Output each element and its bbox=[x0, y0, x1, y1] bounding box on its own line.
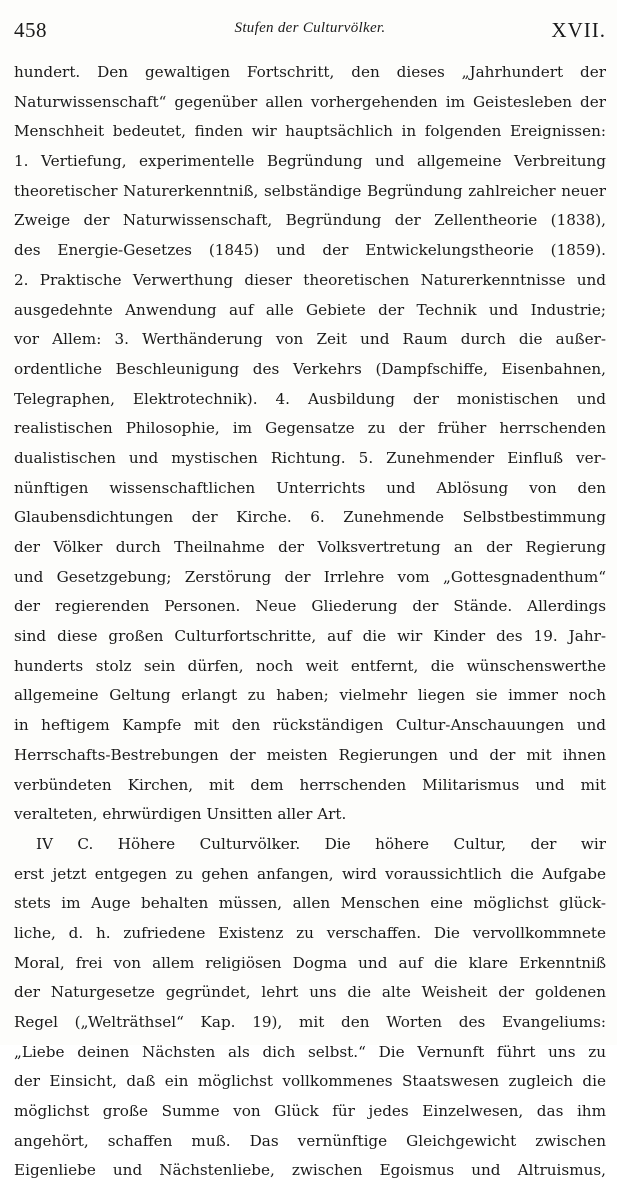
text-line: möglichst große Summe von Glück für jedes Einzelwesen, das ihm bbox=[14, 1102, 606, 1121]
text-line: dualistischen und mystischen Richtung. 5. Zunehmender Einfluß ver- bbox=[14, 448, 606, 467]
running-title: Stufen der Culturvölker. bbox=[234, 20, 386, 36]
section-heading-line: IV C. Höhere Culturvölker. Die höhere Cultur, der wir bbox=[36, 834, 606, 853]
text-line: sind diese großen Culturfortschritte, auf die wir Kinder des 19. Jahr- bbox=[14, 627, 606, 646]
text-line: liche, d. h. zufriedene Existenz zu verschaffen. Die vervollkommnete bbox=[14, 923, 606, 942]
text-line: der Einsicht, daß ein möglichst vollkommenes Staatswesen zugleich die bbox=[14, 1072, 606, 1091]
text-line: und Gesetzgebung; Zerstörung der Irrlehre vom „Gottesgnadenthum“ bbox=[14, 567, 606, 586]
text-line: ausgedehnte Anwendung auf alle Gebiete der Technik und Industrie; bbox=[14, 300, 606, 319]
text-line: 2. Praktische Verwerthung dieser theoretischen Naturerkenntnisse und bbox=[14, 270, 606, 289]
text-line: in heftigem Kampfe mit den rückständigen Cultur-Anschauungen und bbox=[14, 716, 606, 735]
text-line: allgemeine Geltung erlangt zu haben; vielmehr liegen sie immer noch bbox=[14, 686, 606, 705]
text-line: des Energie-Gesetzes (1845) und der Entwickelungstheorie (1859). bbox=[14, 241, 606, 260]
text-line: Naturwissenschaft“ gegenüber allen vorhergehenden im Geistesleben der bbox=[14, 92, 606, 111]
text-line: „Liebe deinen Nächsten als dich selbst.“ Die Vernunft führt uns zu bbox=[14, 1042, 606, 1061]
text-line: stets im Auge behalten müssen, allen Menschen eine möglichst glück- bbox=[14, 894, 606, 913]
text-line: der Völker durch Theilnahme der Volksvertretung an der Regierung bbox=[14, 538, 606, 556]
text-line: Telegraphen, Elektrotechnik). 4. Ausbildung der monistischen und bbox=[14, 389, 606, 408]
text-line: Menschheit bedeutet, finden wir hauptsächlich in folgenden Ereignissen: bbox=[14, 122, 606, 141]
text-line: der Naturgesetze gegründet, lehrt uns die alte Weisheit der goldenen bbox=[14, 983, 606, 1002]
text-line: Zweige der Naturwissenschaft, Begründung der Zellentheorie (1838), bbox=[14, 211, 606, 230]
text-line: verbündeten Kirchen, mit dem herrschenden Militarismus und mit bbox=[14, 775, 606, 794]
text-line: nünftigen wissenschaftlichen Unterrichts und Ablösung von den bbox=[14, 478, 606, 497]
text-line: Regel („Welträthsel“ Kap. 19), mit den Worten des Evangeliums: bbox=[14, 1013, 606, 1031]
text-line: theoretischer Naturerkenntniß, selbständige Begründung zahlreicher neuer bbox=[14, 181, 606, 200]
text-line: Glaubensdichtungen der Kirche. 6. Zunehmende Selbstbestimmung bbox=[14, 508, 606, 527]
text-line: Eigenliebe und Nächstenliebe, zwischen Egoismus und Altruismus, bbox=[14, 1161, 606, 1180]
text-line: hunderts stolz sein dürfen, noch weit entfernt, die wünschenswerthe bbox=[14, 656, 606, 675]
text-line: Moral, frei von allem religiösen Dogma und auf die klare Erkenntniß bbox=[14, 953, 606, 972]
text-line: ordentliche Beschleunigung des Verkehrs (Dampfschiffe, Eisenbahnen, bbox=[14, 359, 606, 378]
text-line: erst jetzt entgegen zu gehen anfangen, wird voraussichtlich die Aufgabe bbox=[14, 864, 606, 883]
chapter-number: XVII. bbox=[551, 18, 606, 42]
text-line: veralteten, ehrwürdigen Unsitten aller Art. bbox=[14, 805, 347, 824]
page-header bbox=[14, 14, 606, 48]
text-line: 1. Vertiefung, experimentelle Begründung und allgemeine Verbreitung bbox=[14, 152, 606, 171]
text-line: Herrschafts-Bestrebungen der meisten Regierungen und der mit ihnen bbox=[14, 745, 606, 764]
text-line: vor Allem: 3. Werthänderung von Zeit und Raum durch die außer- bbox=[14, 330, 606, 349]
text-line: angehört, schaffen muß. Das vernünftige Gleichgewicht zwischen bbox=[14, 1131, 606, 1150]
paragraph-2 bbox=[14, 830, 606, 1186]
body-text bbox=[14, 58, 606, 1186]
page-number: 458 bbox=[14, 18, 47, 42]
text-line: hundert. Den gewaltigen Fortschritt, den dieses „Jahrhundert der bbox=[14, 63, 606, 81]
paragraph-1 bbox=[14, 58, 606, 830]
text-line: realistischen Philosophie, im Gegensatze zu der früher herrschenden bbox=[14, 419, 606, 438]
text-line: der regierenden Personen. Neue Gliederung der Stände. Allerdings bbox=[14, 597, 606, 616]
